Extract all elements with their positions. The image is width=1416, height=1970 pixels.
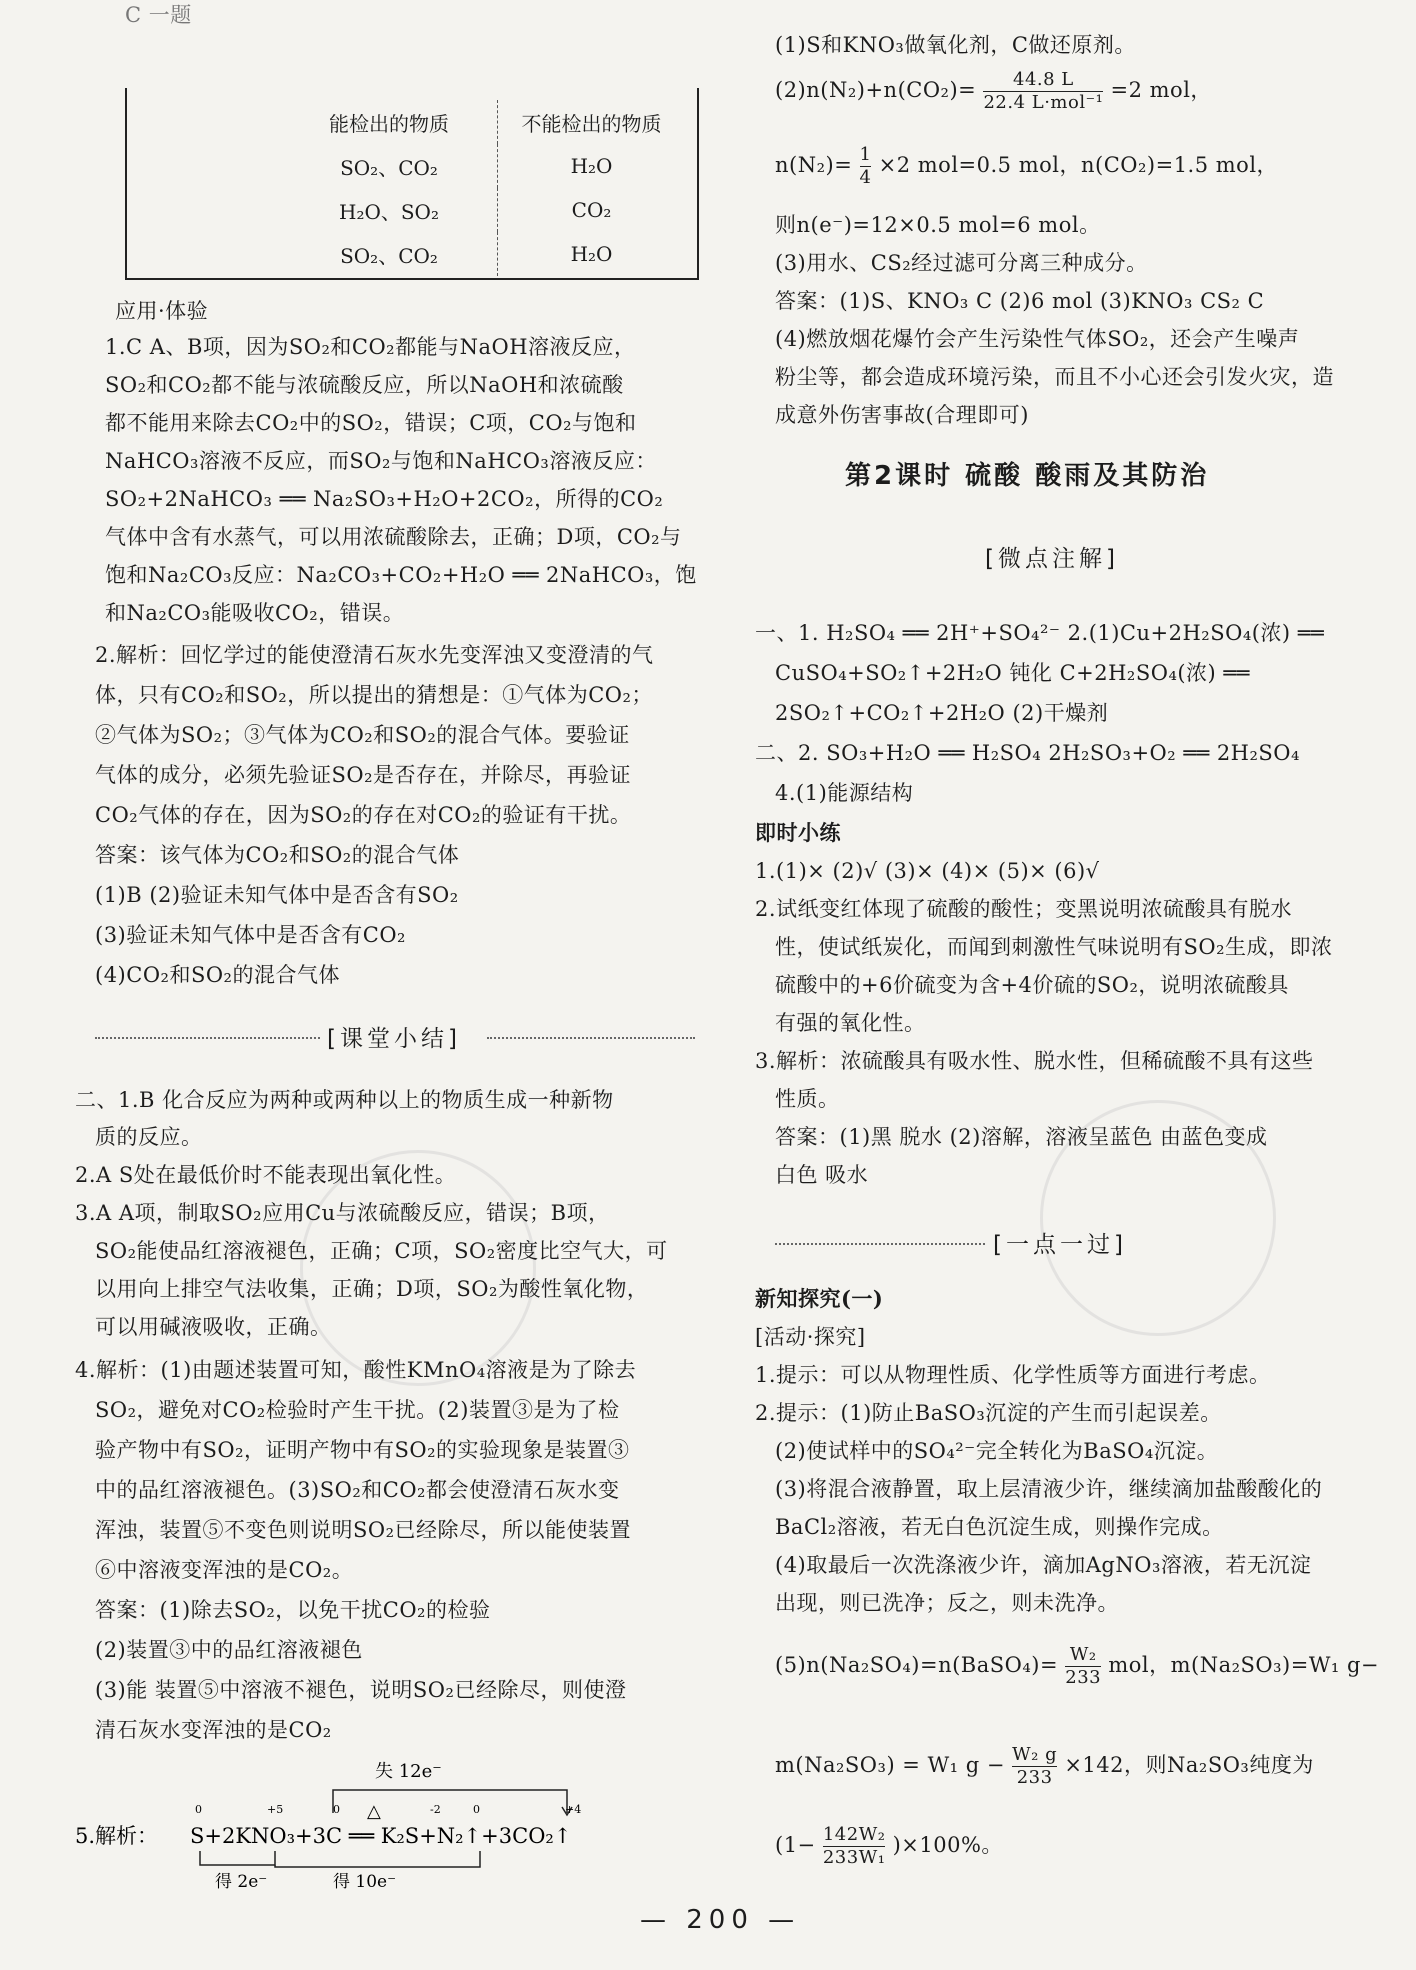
text-line: SO₂和CO₂都不能与浓硫酸反应，所以NaOH和浓硫酸 xyxy=(105,373,624,397)
text-line: 硫酸中的+6价硫变为含+4价硫的SO₂，说明浓硫酸具 xyxy=(775,973,1289,997)
text-line: 一、1. H₂SO₄ ══ 2H⁺+SO₄²⁻ 2.(1)Cu+2H₂SO₄(浓) ══ xyxy=(755,621,1325,645)
text-line: n(N₂)= $\frac{1}{4}$ ×2 mol=0.5 mol，n(CO₂)=1.5 mol， xyxy=(775,144,1279,188)
text-line: 应用·体验 xyxy=(115,299,209,323)
text-line: 2.试纸变红体现了硫酸的酸性；变黑说明浓硫酸具有脱水 xyxy=(755,897,1293,921)
table-header-cell xyxy=(135,100,281,144)
text-line: (1)B (2)验证未知气体中是否含有SO₂ xyxy=(95,883,459,907)
detection-table xyxy=(135,100,685,276)
text-line: 二、2. SO₃+H₂O ══ H₂SO₄ 2H₂SO₃+O₂ ══ 2H₂SO₄ xyxy=(755,741,1300,765)
text-line: 1.提示：可以从物理性质、化学性质等方面进行考虑。 xyxy=(755,1363,1271,1387)
table-cell: H₂O、SO₂ xyxy=(281,188,498,232)
text-line: 白色 吸水 xyxy=(775,1163,869,1187)
table-header-cell: 不能检出的物质 xyxy=(521,111,662,136)
text-line: 粉尘等，都会造成环境污染，而且不小心还会引发火灾，造 xyxy=(775,365,1334,389)
lesson-title: 第2课时 硫酸 酸雨及其防治 xyxy=(845,461,1210,491)
fraction-quarter: $\frac{1}{4}$ xyxy=(859,144,872,188)
text-line: 答案：(1)除去SO₂，以免干扰CO₂的检验 xyxy=(95,1598,491,1622)
text-line: 气体中含有水蒸气，可以用浓硫酸除去，正确；D项，CO₂与 xyxy=(105,525,682,549)
text-line: (3)验证未知气体中是否含有CO₂ xyxy=(95,923,406,947)
text-line: 都不能用来除去CO₂中的SO₂，错误；C项，CO₂与饱和 xyxy=(105,411,637,435)
text-line: SO₂+2NaHCO₃ ══ Na₂SO₃+H₂O+2CO₂，所得的CO₂ xyxy=(105,487,664,511)
table-row xyxy=(135,144,685,188)
text-line: 3.A A项，制取SO₂应用Cu与浓硫酸反应，错误；B项， xyxy=(75,1201,610,1225)
text-line: 2.A S处在最低价时不能表现出氧化性。 xyxy=(75,1163,457,1187)
fraction: $\frac{\text{W₂ g}}{233}$ xyxy=(1012,1744,1058,1788)
text-line: SO₂，避免对CO₂检验时产生干扰。(2)装置③是为了检 xyxy=(95,1398,620,1422)
text-line: 则n(e⁻)=12×0.5 mol=6 mol。 xyxy=(775,213,1101,237)
text-line: CO₂气体的存在，因为SO₂的存在对CO₂的验证有干扰。 xyxy=(95,803,632,827)
text-line: (4)取最后一次洗涤液少许，滴加AgNO₃溶液，若无沉淀 xyxy=(775,1553,1312,1577)
text-line: NaHCO₃溶液不反应，而SO₂与饱和NaHCO₃溶液反应： xyxy=(105,449,657,473)
text-line: 1.(1)× (2)√ (3)× (4)× (5)× (6)√ xyxy=(755,859,1100,883)
text-line: (3)能 装置⑤中溶液不褪色，说明SO₂已经除尽，则使澄 xyxy=(95,1678,627,1702)
page-number: — 200 — xyxy=(640,1905,801,1935)
table-cell xyxy=(135,232,281,276)
text-line: (2)n(N₂)+n(CO₂)= $\frac{44.8 L}{\text{22.4 L·mol⁻¹}}$ =2 mol， xyxy=(775,69,1212,113)
table-cell xyxy=(135,144,281,188)
text-line: 4.(1)能源结构 xyxy=(775,781,914,805)
section-label: [微点注解] xyxy=(985,546,1119,572)
section-header-summary xyxy=(95,1020,695,1054)
redox-equation: S+2KNO₃+3C ══ K₂S+N₂↑+3CO₂↑ xyxy=(190,1824,572,1848)
text-line: (4)CO₂和SO₂的混合气体 xyxy=(95,963,340,987)
text-line: 出现，则已洗净；反之，则未洗净。 xyxy=(775,1591,1119,1615)
section-label: [一点一过] xyxy=(993,1232,1127,1258)
text-line: (3)用水、CS₂经过滤可分离三种成分。 xyxy=(775,251,1148,275)
table-cell: CO₂ xyxy=(571,198,612,222)
text-line: CuSO₄+SO₂↑+2H₂O 钝化 C+2H₂SO₄(浓) ══ xyxy=(775,661,1250,685)
gain-electrons-bracket-1 xyxy=(200,1851,275,1865)
valence-label: +4 xyxy=(565,1803,582,1816)
table-cell: H₂O xyxy=(570,242,613,266)
table-cell xyxy=(135,188,281,232)
gain-10e-label: 得 10e⁻ xyxy=(333,1872,397,1892)
text-line: 中的品红溶液褪色。(3)SO₂和CO₂都会使澄清石灰水变 xyxy=(95,1478,620,1502)
gain-electrons-bracket-2 xyxy=(275,1851,480,1867)
section-label: [课堂小结] xyxy=(327,1026,461,1052)
fraction: $\frac{\text{W₂}}{233}$ xyxy=(1065,1644,1102,1688)
text-line: 饱和Na₂CO₃反应：Na₂CO₃+CO₂+H₂O ══ 2NaHCO₃，饱 xyxy=(105,563,697,587)
text-line: 质的反应。 xyxy=(95,1125,203,1149)
text-line: 体，只有CO₂和SO₂，所以提出的猜想是：①气体为CO₂； xyxy=(95,683,653,707)
section-header-notes xyxy=(985,540,1119,574)
text-line: 可以用碱液吸收，正确。 xyxy=(95,1315,332,1339)
valence-label: 0 xyxy=(333,1803,340,1816)
text-line: 清石灰水变浑浊的是CO₂ xyxy=(95,1718,332,1742)
text-line: (3)将混合液静置，取上层清液少许，继续滴加盐酸酸化的 xyxy=(775,1477,1323,1501)
text-line: ⑥中溶液变浑浊的是CO₂。 xyxy=(95,1558,354,1582)
text-line: 1.C A、B项，因为SO₂和CO₂都能与NaOH溶液反应， xyxy=(105,335,636,359)
text-line: 2SO₂↑+CO₂↑+2H₂O (2)干燥剂 xyxy=(775,701,1109,725)
text-line: 验产物中有SO₂，证明产物中有SO₂的实验现象是装置③ xyxy=(95,1438,630,1462)
text-line: SO₂能使品红溶液褪色，正确；C项，SO₂密度比空气大，可 xyxy=(95,1239,668,1263)
text-line: 性，使试纸炭化，而闻到刺激性气味说明有SO₂生成，即浓 xyxy=(775,935,1333,959)
subheading: 新知探究(一) xyxy=(755,1286,884,1311)
text-line: (1)S和KNO₃做氧化剂，C做还原剂。 xyxy=(775,33,1136,57)
table-row xyxy=(135,188,685,232)
text-line: 答案：(1)黑 脱水 (2)溶解，溶液呈蓝色 由蓝色变成 xyxy=(775,1125,1268,1149)
valence-label: 0 xyxy=(195,1803,202,1816)
text-line: 成意外伤害事故(合理即可) xyxy=(775,403,1029,427)
text-line: (2)使试样中的SO₄²⁻完全转化为BaSO₄沉淀。 xyxy=(775,1439,1219,1463)
fraction: $\frac{\text{142W₂}}{\text{233W₁}}$ xyxy=(822,1824,886,1868)
text-line: (2)装置③中的品红溶液褪色 xyxy=(95,1638,363,1662)
text-line: 3.解析：浓硫酸具有吸水性、脱水性，但稀硫酸不具有这些 xyxy=(755,1049,1314,1073)
text-line: (1− $\frac{\text{142W₂}}{\text{233W₁}}$ )×100%。 xyxy=(775,1824,1003,1868)
table-header-cell: 能检出的物质 xyxy=(281,100,498,144)
text-line: (4)燃放烟花爆竹会产生污染性气体SO₂，还会产生噪声 xyxy=(775,327,1300,351)
text-line: 4.解析：(1)由题述装置可知，酸性KMnO₄溶液是为了除去 xyxy=(75,1358,637,1382)
table-cell: SO₂、CO₂ xyxy=(281,144,498,188)
text-line: 以用向上排空气法收集，正确；D项，SO₂为酸性氧化物， xyxy=(95,1277,649,1301)
valence-label: -2 xyxy=(430,1803,441,1816)
text-line: 性质。 xyxy=(775,1087,840,1111)
text-line: [活动·探究] xyxy=(755,1325,866,1349)
section-header-key-points xyxy=(755,1226,1355,1260)
text-line: 气体的成分，必须先验证SO₂是否存在，并除尽，再验证 xyxy=(95,763,632,787)
redox-electron-transfer-diagram xyxy=(75,1755,695,1895)
text-line: 和Na₂CO₃能吸收CO₂，错误。 xyxy=(105,601,405,625)
text-line: 浑浊，装置⑤不变色则说明SO₂已经除尽，所以能使装置 xyxy=(95,1518,632,1542)
top-fragment: C 一题 xyxy=(125,3,192,27)
fraction-moles: $\frac{44.8 L}{\text{22.4 L·mol⁻¹}}$ xyxy=(983,69,1104,113)
table-header-row xyxy=(135,100,685,144)
text-line: m(Na₂SO₃) = W₁ g − $\frac{\text{W₂ g}}{233}$ ×142，则Na₂SO₃纯度为 xyxy=(775,1744,1314,1788)
table-cell: SO₂、CO₂ xyxy=(281,232,498,276)
text-line: 2.提示：(1)防止BaSO₃沉淀的产生而引起误差。 xyxy=(755,1401,1222,1425)
table-row xyxy=(135,232,685,276)
text-line: 答案：该气体为CO₂和SO₂的混合气体 xyxy=(95,843,460,867)
heat-symbol: △ xyxy=(367,1801,381,1822)
subheading: 即时小练 xyxy=(755,820,841,845)
gain-2e-label: 得 2e⁻ xyxy=(215,1872,268,1892)
text-line: 二、1.B 化合反应为两种或两种以上的物质生成一种新物 xyxy=(75,1088,614,1112)
valence-label: +5 xyxy=(267,1803,284,1816)
text-line: BaCl₂溶液，若无白色沉淀生成，则操作完成。 xyxy=(775,1515,1224,1539)
text-line: 2.解析：回忆学过的能使澄清石灰水先变浑浊又变澄清的气 xyxy=(95,643,654,667)
text-line: 答案：(1)S、KNO₃ C (2)6 mol (3)KNO₃ CS₂ C xyxy=(775,289,1265,313)
text-line: (5)n(Na₂SO₄)=n(BaSO₄)= $\frac{\text{W₂}}{233}$ mol，m(Na₂SO₃)=W₁ g− xyxy=(775,1644,1380,1688)
valence-label: 0 xyxy=(473,1803,480,1816)
lose-electrons-label: 失 12e⁻ xyxy=(375,1761,442,1782)
text-line: 有强的氧化性。 xyxy=(775,1011,926,1035)
text-line: ②气体为SO₂；③气体为CO₂和SO₂的混合气体。要验证 xyxy=(95,723,630,747)
table-cell: H₂O xyxy=(570,154,613,178)
question-prefix: 5.解析： xyxy=(75,1824,159,1848)
